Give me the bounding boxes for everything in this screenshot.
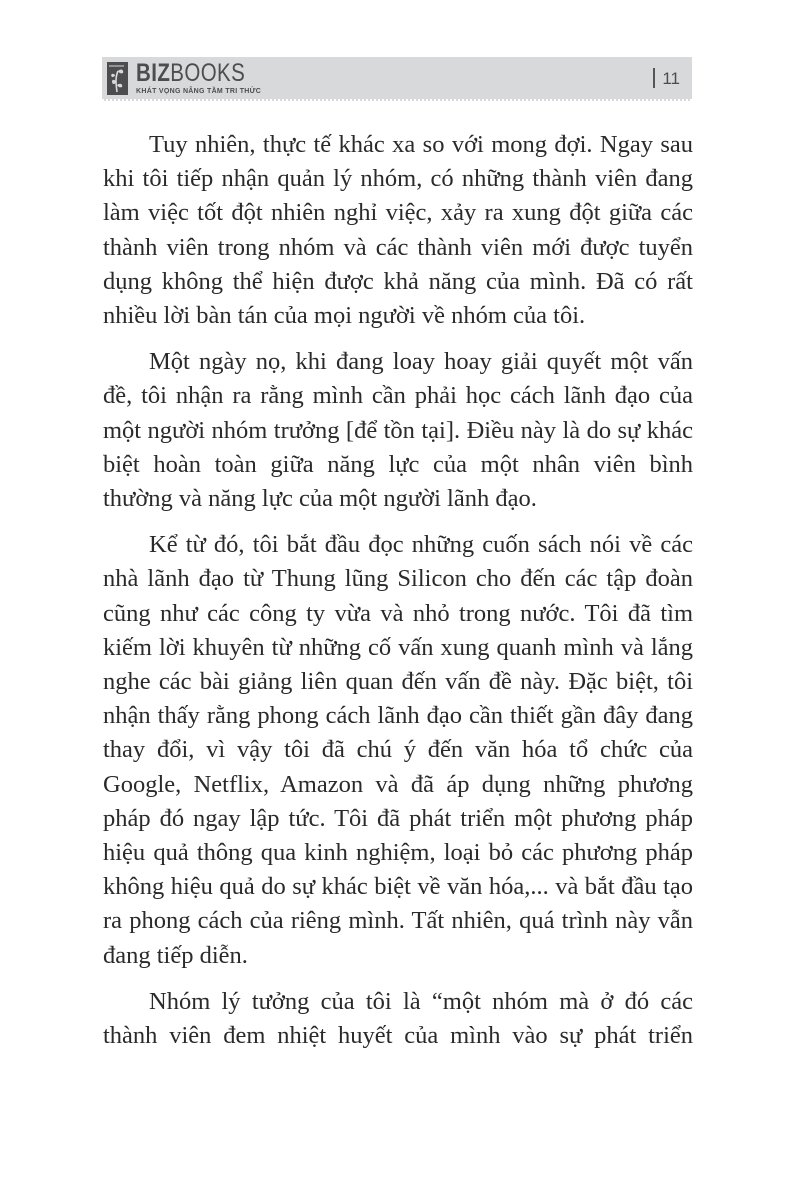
- brand-bold: BIZ: [136, 59, 171, 87]
- page-number: [653, 68, 680, 89]
- brand-tagline: KHÁT VỌNG NÂNG TẦM TRI THỨC: [136, 88, 262, 95]
- paragraph: Một ngày nọ, khi đang loay hoay giải quyết một vấn đề, tôi nhận ra rằng mình cần phải học cách lãnh đạo của một người nhóm trưởng [để tồn tại]. Điều này là do sự khác biệt hoàn toàn giữa năng lực của một nhân viên bình thường và năng lực của một người lãnh đạo.: [103, 348, 693, 513]
- body-text: [103, 128, 693, 1065]
- brand-logo-text: [136, 61, 245, 86]
- page-number-separator: [653, 68, 655, 88]
- page-number-value: 11: [662, 69, 680, 88]
- paragraph: Kể từ đó, tôi bắt đầu đọc những cuốn sách nói về các nhà lãnh đạo từ Thung lũng Silicon cho đến các tập đoàn cũng như các công ty vừa và nhỏ trong nước. Tôi đã tìm kiếm lời khuyên từ những cố vấn xung quanh mình và lắng nghe các bài giảng liên quan đến vấn đề này. Đặc biệt, tôi nhận thấy rằng phong cách lãnh đạo cần thiết gần đây đang thay đổi, vì vậy tôi đã chú ý đến văn hóa tổ chức của Google, Netflix, Amazon và đã áp dụng những phương pháp đó ngay lập tức. Tôi đã phát triển một phương pháp hiệu quả thông qua kinh nghiệm, loại bỏ các phương pháp không hiệu quả do sự khác biệt về văn hóa,... và bắt đầu tạo ra phong cách của riêng mình. Tất nhiên, quá trình này vẫn đang tiếp diễn.: [103, 531, 693, 969]
- book-flower-icon: [107, 62, 128, 95]
- running-header: [102, 57, 692, 101]
- paragraph: Tuy nhiên, thực tế khác xa so với mong đợi. Ngay sau khi tôi tiếp nhận quản lý nhóm, có những thành viên đang làm việc tốt đột nhiên nghỉ việc, xảy ra xung đột giữa các thành viên trong nhóm và các thành viên mới được tuyển dụng không thể hiện được khả năng của mình. Đã có rất nhiều lời bàn tán của mọi người về nhóm của tôi.: [103, 131, 693, 330]
- brand-regular: BOOKS: [170, 59, 246, 87]
- paragraph: Nhóm lý tưởng của tôi là “một nhóm mà ở đó các thành viên đem nhiệt huyết của mình vào sự phát triển: [103, 987, 693, 1050]
